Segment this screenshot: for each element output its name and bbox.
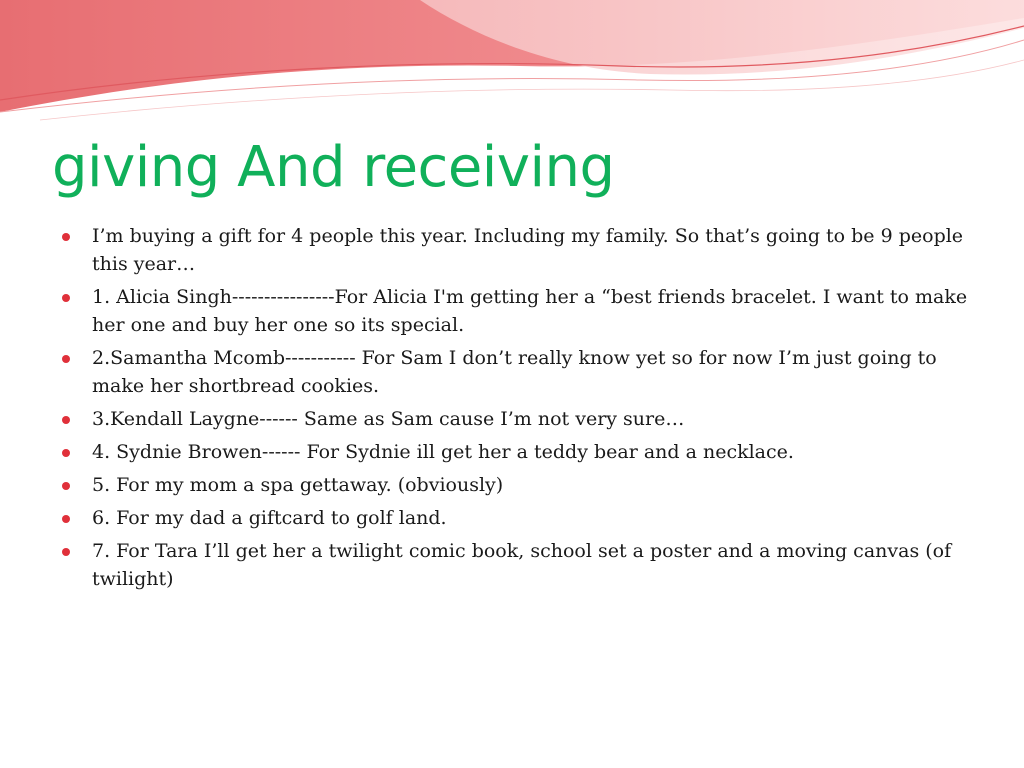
slide-title: giving And receiving [52, 135, 615, 200]
bullet-text: 7. For Tara I’ll get her a twilight comic book, school set a poster and a moving canvas (of twilight) [92, 540, 952, 590]
bullet-dot-icon [62, 233, 70, 241]
bullet-dot-icon [62, 548, 70, 556]
list-item [60, 222, 970, 278]
bullet-text: 4. Sydnie Browen------ For Sydnie ill get her a teddy bear and a necklace. [92, 441, 794, 463]
bullet-text: 5. For my mom a spa gettaway. (obviously) [92, 474, 504, 496]
bullet-text: 6. For my dad a giftcard to golf land. [92, 507, 447, 529]
list-item [60, 344, 970, 400]
bullet-text: 2.Samantha Mcomb----------- For Sam I don’t really know yet so for now I’m just going to make her shortbread cookies. [92, 347, 937, 397]
bullet-list [60, 222, 970, 598]
bullet-text: 3.Kendall Laygne------ Same as Sam cause I’m not very sure… [92, 408, 685, 430]
bullet-dot-icon [62, 294, 70, 302]
bullet-dot-icon [62, 515, 70, 523]
list-item [60, 438, 970, 466]
list-item [60, 283, 970, 339]
list-item [60, 471, 970, 499]
bullet-dot-icon [62, 482, 70, 490]
header-wave-decoration [0, 0, 1024, 140]
bullet-dot-icon [62, 416, 70, 424]
bullet-text: I’m buying a gift for 4 people this year. Including my family. So that’s going to be 9 people this year… [92, 225, 964, 275]
bullet-text: 1. Alicia Singh----------------For Alicia I'm getting her a “best friends bracelet. I want to make her one and buy her one so its special. [92, 286, 968, 336]
list-item [60, 405, 970, 433]
bullet-dot-icon [62, 355, 70, 363]
bullet-dot-icon [62, 449, 70, 457]
list-item [60, 504, 970, 532]
list-item [60, 537, 970, 593]
